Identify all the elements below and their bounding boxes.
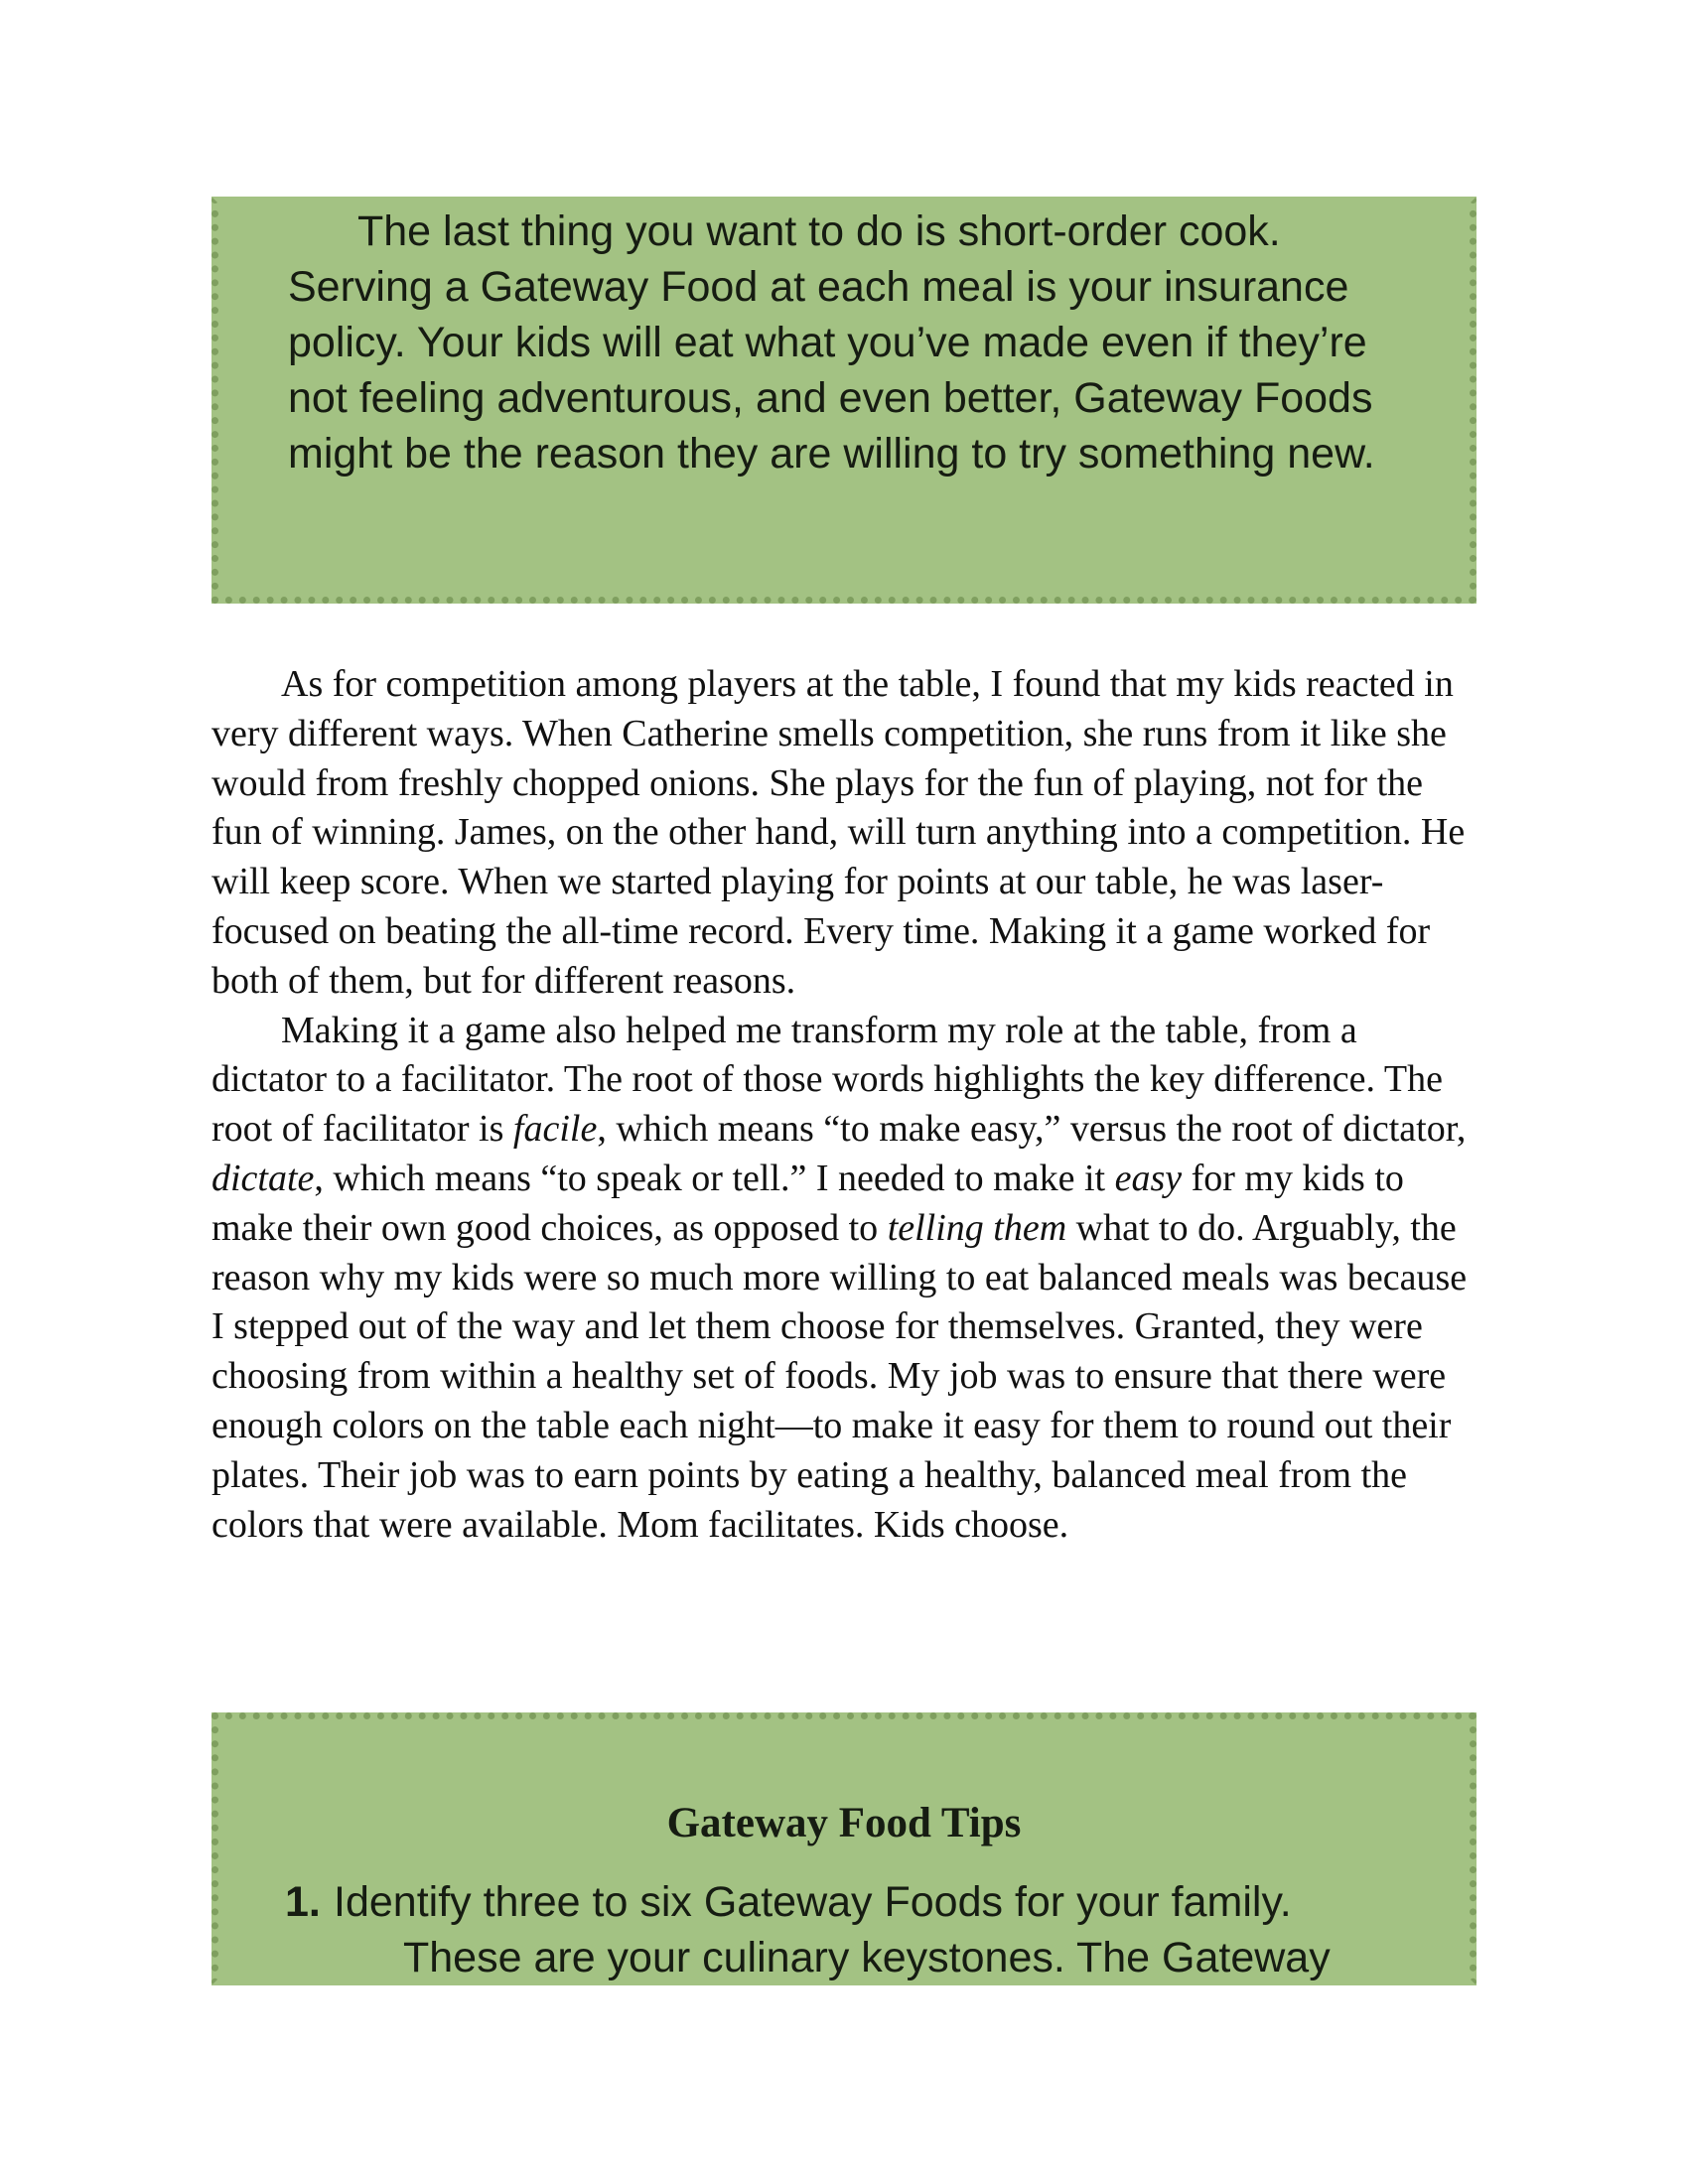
emphasis-dictate: dictate <box>211 1157 315 1199</box>
callout-box-tips <box>211 1712 1477 1985</box>
callout-text: The last thing you want to do is short-order cook. Serving a Gateway Food at each meal is your insurance policy. Your kids will eat what you’ve made even if they’re not feeling adventurous, and even better, Gateway Foods might be the reason they are willing to try something new. <box>288 207 1375 478</box>
tip-number: 1. <box>285 1878 321 1926</box>
tip-text: Identify three to six Gateway Foods for your family. These are your culinary keystones. The Gateway <box>334 1878 1331 1981</box>
emphasis-facile: facile <box>512 1108 598 1151</box>
emphasis-easy: easy <box>1114 1157 1183 1199</box>
emphasis-telling-them: telling them <box>887 1206 1067 1249</box>
body-text <box>211 660 1477 1550</box>
tip-item <box>285 1874 1410 1985</box>
paragraph-facilitator: Making it a game also helped me transform my role at the table, from a dictator to a facilitator. The root of those words highlights the key difference. The root of facilitator is facile, which means “to make easy,” versus the root of dictator, dictate, which means “to speak or tell.” I needed to make it easy for my kids to make their own good choices, as opposed to telling them what to do. Arguably, the reason why my kids were so much more willing to eat balanced meals was because I stepped out of the way and let them choose for themselves. Granted, they were choosing from within a healthy set of foods. My job was to ensure that there were enough colors on the table each night—to make it easy for them to round out their plates. Their job was to earn points by eating a healthy, balanced meal from the colors that were available. Mom facilitates. Kids choose. <box>211 1009 1468 1546</box>
paragraph-competition: As for competition among players at the table, I found that my kids reacted in very different ways. When Catherine smells competition, she runs from it like she would from freshly chopped onions. She plays for the fun of playing, not for the fun of winning. James, on the other hand, will turn anything into a competition. He will keep score. When we started playing for points at our table, he was laser-focused on beating the all-time record. Every time. Making it a game worked for both of them, but for different reasons. <box>211 663 1466 1002</box>
callout-box-top <box>211 197 1477 604</box>
tips-heading: Gateway Food Tips <box>666 1800 1022 1846</box>
